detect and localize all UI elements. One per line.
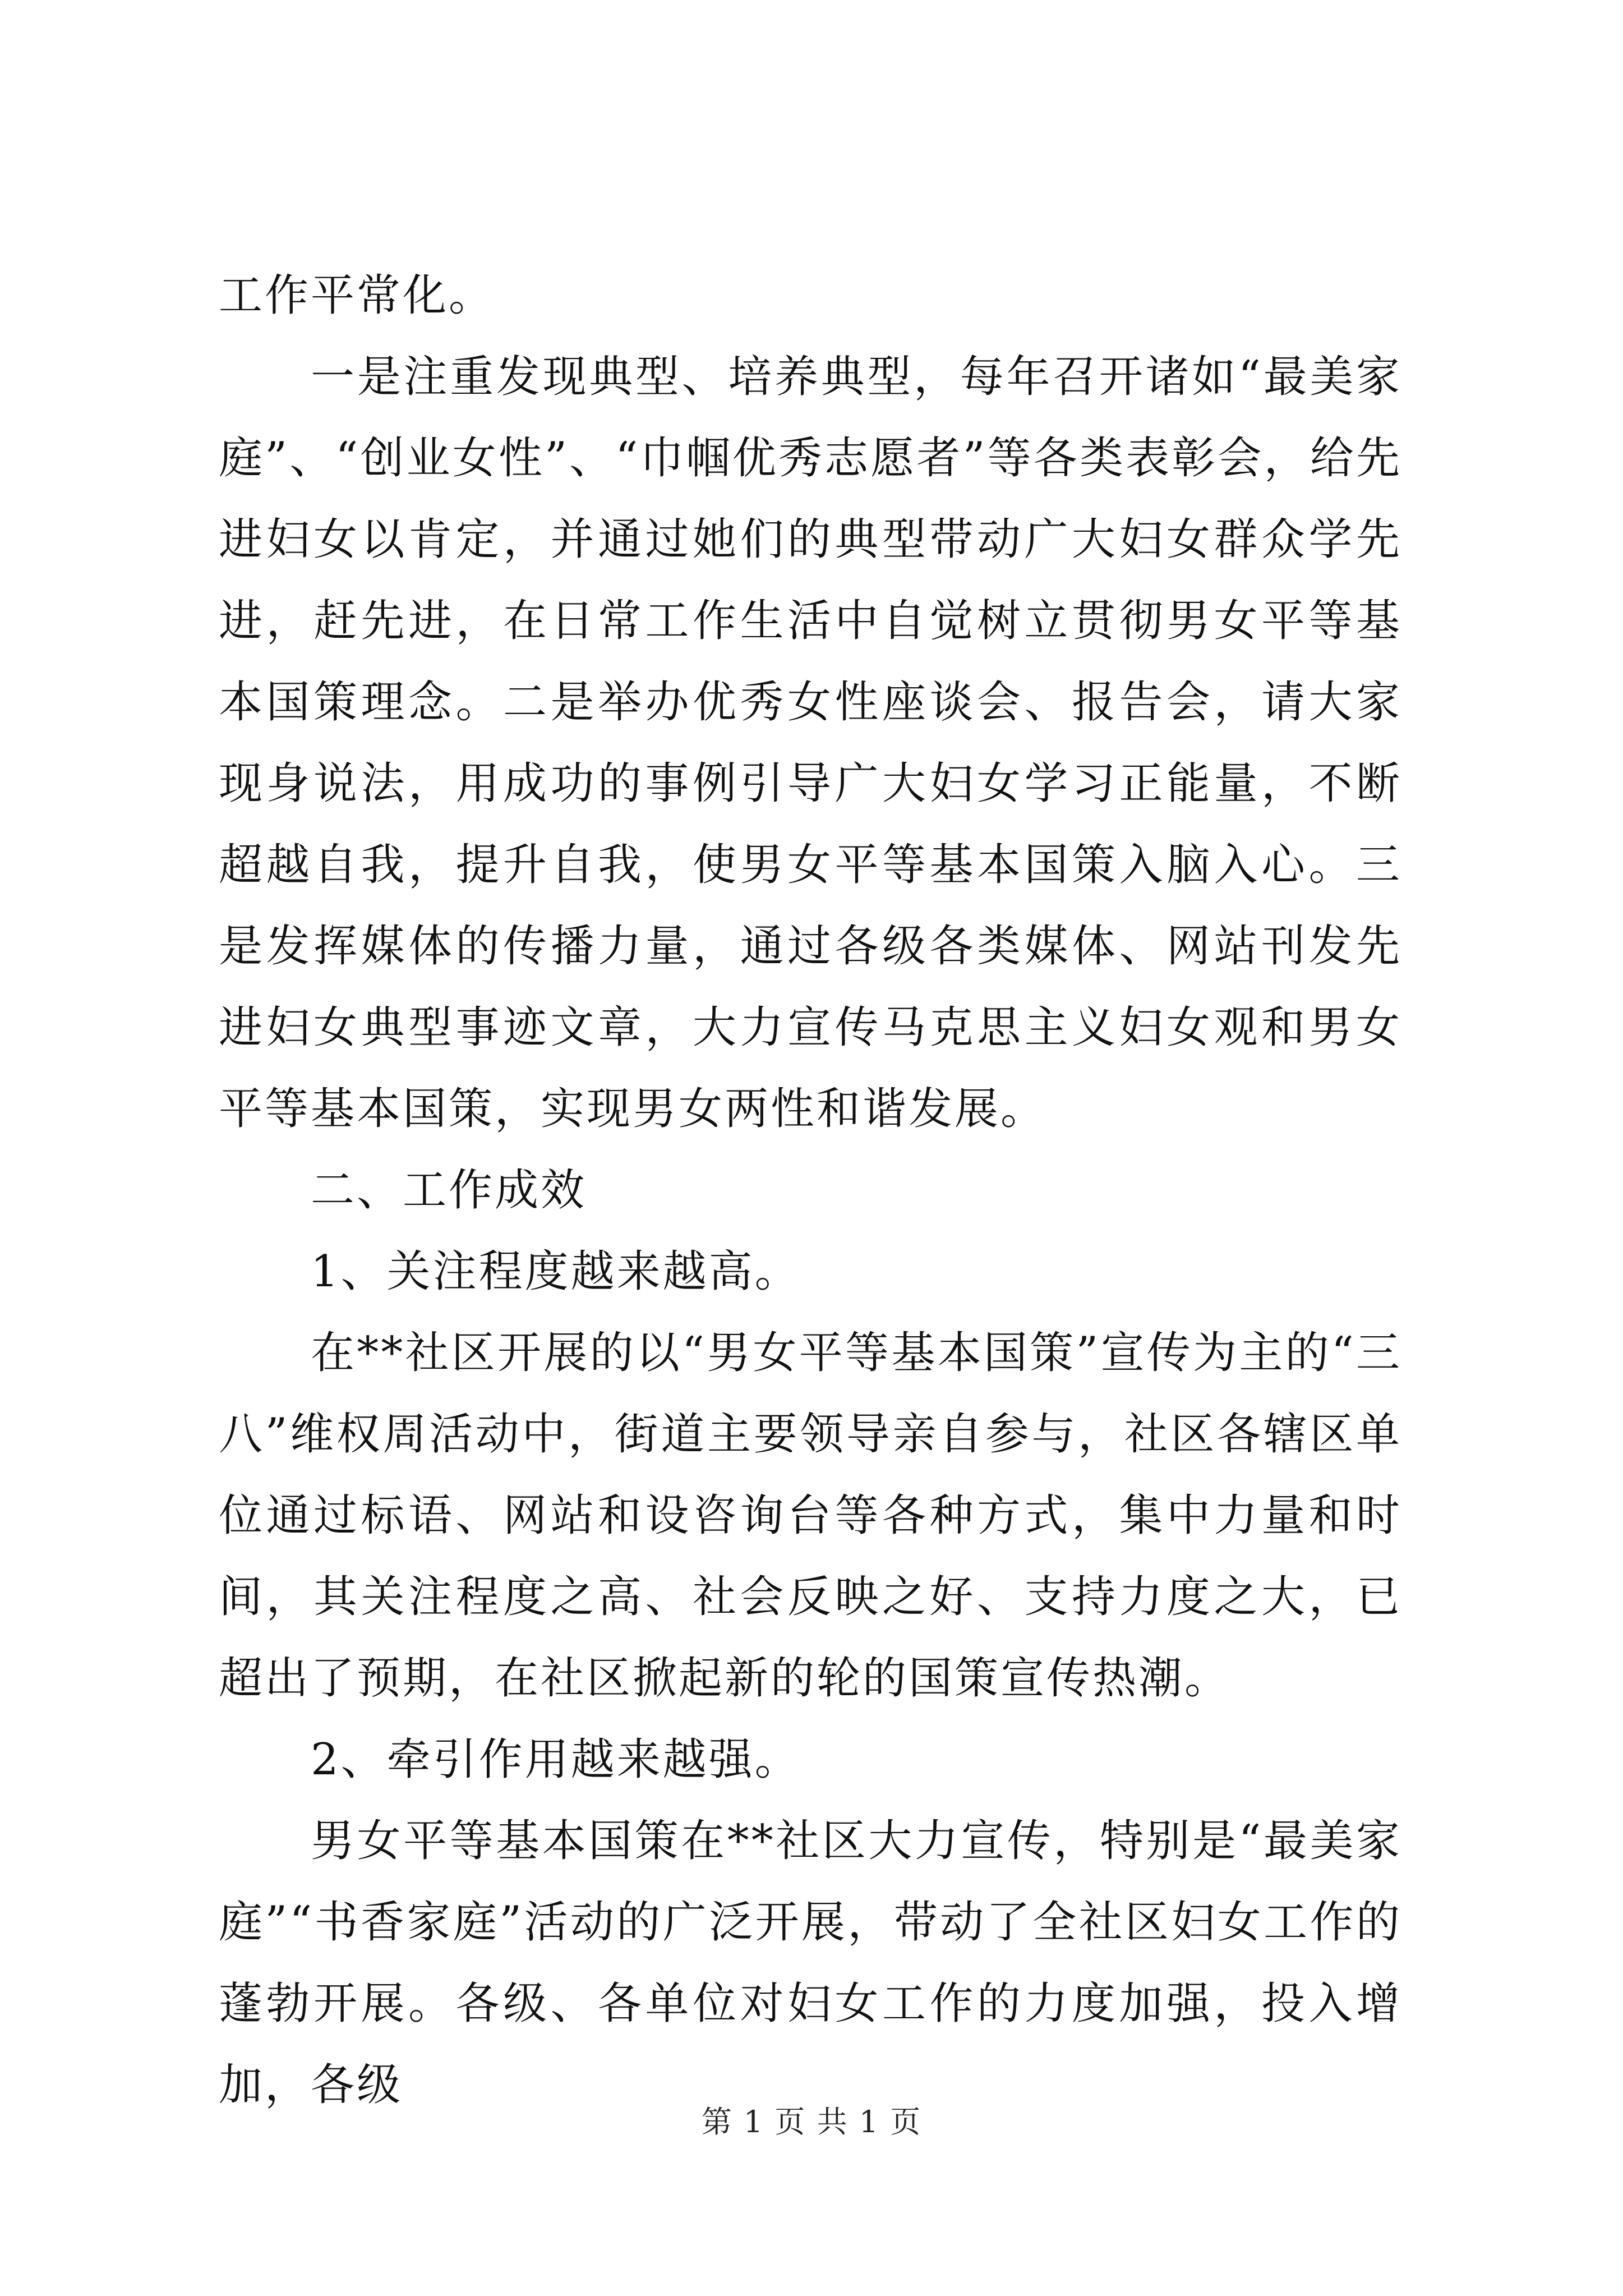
section-heading-results: 二、工作成效 bbox=[311, 1165, 587, 1216]
document-body bbox=[219, 255, 1402, 2126]
paragraph-measures: 一是注重发现典型、培养典型，每年召开诸如“最美家庭”、“创业女性”、“巾帼优秀志愿者”等各类表彰会，给先进妇女以肯定，并通过她们的典型带动广大妇女群众学先进，赶先进，在日常工作生活中自觉树立贯彻男女平等基本国策理念。二是举办优秀女性座谈会、报告会，请大家现身说法，用成功的事例引导广大妇女学习正能量，不断超越自我，提升自我，使男女平等基本国策入脑入心。三是发挥媒体的传播力量，通过各级各类媒体、网站刊发先进妇女典型事迹文章，大力宣传马克思主义妇女观和男女平等基本国策，实现男女两性和谐发展。 bbox=[219, 352, 1402, 1134]
paragraph-opening-fragment: 工作平常化。 bbox=[219, 270, 495, 321]
paragraph-leading-role: 男女平等基本国策在**社区大力宣传，特别是“最美家庭”“书香家庭”活动的广泛开展，带动了全社区妇女工作的蓬勃开展。各级、各单位对妇女工作的力度加强，投入增加，各级 bbox=[219, 1816, 1402, 2110]
subheading-leading-role: 2、牵引作用越来越强。 bbox=[311, 1734, 801, 1785]
page-footer: 第 1 页 共 1 页 bbox=[701, 2104, 922, 2139]
subheading-attention: 1、关注程度越来越高。 bbox=[311, 1246, 801, 1297]
paragraph-attention: 在**社区开展的以“男女平等基本国策”宣传为主的“三八”维权周活动中，街道主要领导亲自参与，社区各辖区单位通过标语、网站和设咨询台等各种方式，集中力量和时间，其关注程度之高、社会反映之好、支持力度之大，已超出了预期，在社区掀起新的轮的国策宣传热潮。 bbox=[219, 1328, 1402, 1704]
